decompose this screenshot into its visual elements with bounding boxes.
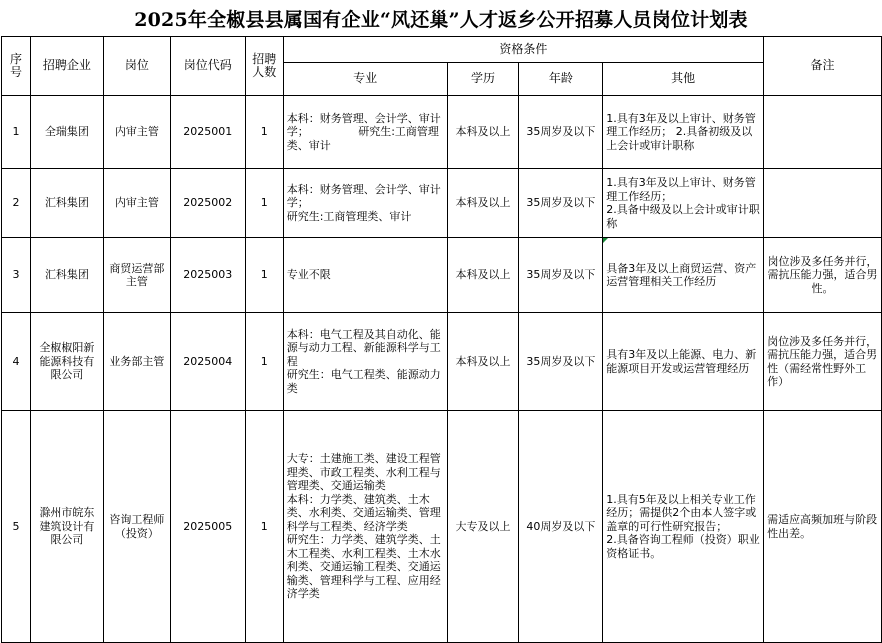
cell-remarks: 需适应高频加班与阶段性出差。 xyxy=(764,411,882,643)
cell-count: 1 xyxy=(245,169,283,238)
header-code: 岗位代码 xyxy=(170,37,245,96)
header-seq: 序号 xyxy=(2,37,31,96)
cell-education: 大专及以上 xyxy=(447,411,519,643)
cell-education: 本科及以上 xyxy=(447,96,519,169)
table-row xyxy=(2,313,882,411)
cell-age: 35周岁及以下 xyxy=(519,96,603,169)
table-row xyxy=(2,169,882,238)
cell-company: 汇科集团 xyxy=(30,169,103,238)
cell-count: 1 xyxy=(245,313,283,411)
cell-major: 专业不限 xyxy=(283,238,447,313)
cell-company: 汇科集团 xyxy=(30,238,103,313)
cell-major: 大专：土建施工类、建设工程管理类、市政工程类、水利工程与管理类、交通运输类 本科：力学类、建筑类、土木类、水利类、交通运输类、管理科学与工程类、经济学类 研究生：力学类、建筑学类、土木工程类、水利工程类、土木水利类、交通运输工程类、交通运输类、管理科学与工程、应用经济学类 xyxy=(283,411,447,643)
cell-code: 2025005 xyxy=(170,411,245,643)
header-row-1 xyxy=(2,37,882,63)
cell-other: 具有3年及以上能源、电力、新能源项目开发或运营管理经历 xyxy=(603,313,764,411)
cell-seq: 4 xyxy=(2,313,31,411)
cell-position: 咨询工程师（投资） xyxy=(103,411,170,643)
recruitment-table xyxy=(1,36,882,643)
comment-marker-icon xyxy=(603,238,608,243)
cell-education: 本科及以上 xyxy=(447,169,519,238)
cell-education: 本科及以上 xyxy=(447,313,519,411)
cell-age: 40周岁及以下 xyxy=(519,411,603,643)
cell-major: 本科：电气工程及其自动化、能源与动力工程、新能源科学与工程 研究生：电气工程类、能源动力类 xyxy=(283,313,447,411)
cell-position: 商贸运营部主管 xyxy=(103,238,170,313)
cell-remarks xyxy=(764,96,882,169)
cell-position: 内审主管 xyxy=(103,169,170,238)
cell-code: 2025002 xyxy=(170,169,245,238)
cell-remarks xyxy=(764,169,882,238)
table-row xyxy=(2,96,882,169)
cell-education: 本科及以上 xyxy=(447,238,519,313)
cell-major: 本科：财务管理、会计学、审计学； 研究生:工商管理类、审计 xyxy=(283,169,447,238)
cell-other: 1.具有5年及以上相关专业工作经历；需提供2个由本人签字或盖章的可行性研究报告； 2.具备咨询工程师（投资）职业资格证书。 xyxy=(603,411,764,643)
header-qualifications: 资格条件 xyxy=(283,37,763,63)
cell-count: 1 xyxy=(245,238,283,313)
cell-other: 1.具有3年及以上审计、财务管理工作经历； 2.具备中级及以上会计或审计职称 xyxy=(603,169,764,238)
header-company: 招聘企业 xyxy=(30,37,103,96)
header-age: 年龄 xyxy=(519,63,603,96)
cell-major: 本科：财务管理、会计学、审计学； 研究生:工商管理类、审计 xyxy=(283,96,447,169)
cell-seq: 1 xyxy=(2,96,31,169)
cell-company: 滁州市皖东建筑设计有限公司 xyxy=(30,411,103,643)
cell-code: 2025004 xyxy=(170,313,245,411)
header-other: 其他 xyxy=(603,63,764,96)
cell-age: 35周岁及以下 xyxy=(519,313,603,411)
header-count: 招聘人数 xyxy=(245,37,283,96)
cell-seq: 5 xyxy=(2,411,31,643)
cell-other: 1.具有3年及以上审计、财务管理工作经历； 2.具备初级及以上会计或审计职称 xyxy=(603,96,764,169)
header-education: 学历 xyxy=(447,63,519,96)
header-position: 岗位 xyxy=(103,37,170,96)
cell-count: 1 xyxy=(245,96,283,169)
header-remarks: 备注 xyxy=(764,37,882,96)
cell-count: 1 xyxy=(245,411,283,643)
cell-position: 内审主管 xyxy=(103,96,170,169)
cell-seq: 2 xyxy=(2,169,31,238)
page-title: 2025年全椒县县属国有企业“风还巢”人才返乡公开招募人员岗位计划表 xyxy=(134,9,748,31)
cell-remarks: 岗位涉及多任务并行，需抗压能力强，适合男性。 xyxy=(764,238,882,313)
cell-position: 业务部主管 xyxy=(103,313,170,411)
table-row xyxy=(2,411,882,643)
cell-age: 35周岁及以下 xyxy=(519,169,603,238)
header-major: 专业 xyxy=(283,63,447,96)
cell-code: 2025003 xyxy=(170,238,245,313)
cell-seq: 3 xyxy=(2,238,31,313)
cell-other xyxy=(603,238,764,313)
cell-company: 全瑞集团 xyxy=(30,96,103,169)
cell-company: 全椒椒阳新能源科技有限公司 xyxy=(30,313,103,411)
table-row xyxy=(2,238,882,313)
cell-code: 2025001 xyxy=(170,96,245,169)
cell-remarks: 岗位涉及多任务并行，需抗压能力强，适合男性（需经常性野外工作） xyxy=(764,313,882,411)
cell-age: 35周岁及以下 xyxy=(519,238,603,313)
cell-other-text: 具备3年及以上商贸运营、资产运营管理相关工作经历 xyxy=(606,261,757,288)
